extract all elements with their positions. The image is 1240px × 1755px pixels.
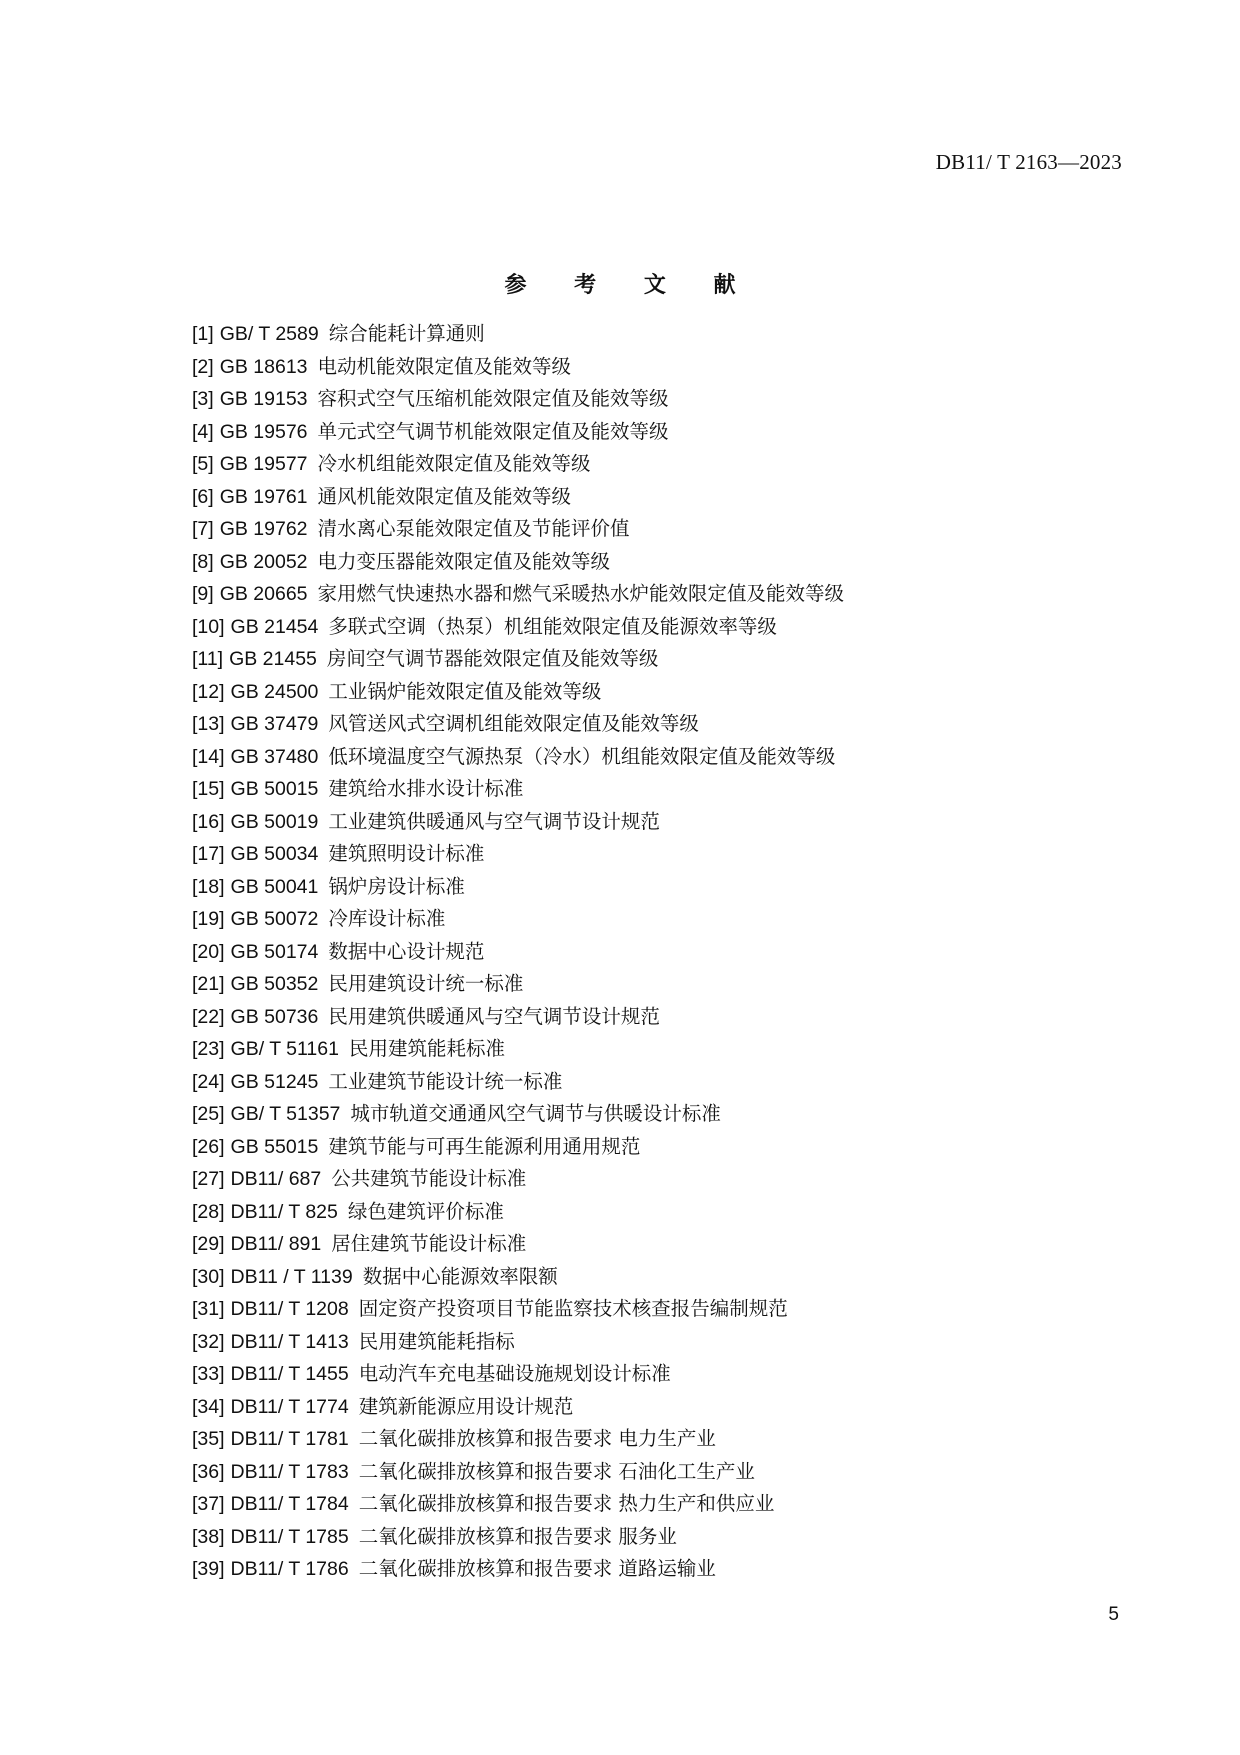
reference-list [192, 318, 844, 1586]
reference-title: 绿色建筑评价标准 [347, 1199, 504, 1223]
reference-standard-code: GB 19761 [219, 485, 308, 508]
reference-number: [20] [192, 940, 225, 963]
reference-standard-code: DB11 / T 1139 [230, 1265, 353, 1288]
reference-standard-code: GB/ T 51357 [230, 1103, 341, 1125]
reference-item [192, 578, 844, 611]
reference-item [192, 1326, 844, 1359]
reference-title: 多联式空调（热泵）机组能效限定值及能源效率等级 [328, 614, 777, 638]
reference-standard-code: GB/ T 2589 [219, 323, 319, 345]
reference-number: [2] [192, 355, 214, 378]
reference-title: 电力变压器能效限定值及能效等级 [317, 549, 611, 573]
reference-number: [33] [192, 1363, 225, 1385]
reference-item [192, 806, 844, 839]
reference-standard-code: GB 19576 [219, 420, 308, 443]
reference-title: 建筑给水排水设计标准 [328, 777, 524, 800]
reference-item [192, 1456, 844, 1489]
reference-item [192, 383, 844, 416]
reference-title: 公共建筑节能设计标准 [331, 1167, 527, 1190]
reference-title: 二氧化碳排放核算和报告要求 热力生产和供应业 [358, 1492, 775, 1515]
reference-number: [34] [192, 1395, 225, 1418]
reference-title: 低环境温度空气源热泵（冷水）机组能效限定值及能效等级 [328, 744, 836, 768]
reference-title: 工业锅炉能效限定值及能效等级 [328, 679, 602, 703]
reference-standard-code: GB 20052 [219, 550, 308, 573]
reference-item [192, 1488, 844, 1521]
reference-standard-code: DB11/ T 825 [230, 1200, 338, 1223]
reference-item [192, 1098, 844, 1131]
reference-title: 民用建筑供暖通风与空气调节设计规范 [328, 1004, 660, 1028]
reference-title: 电动汽车充电基础设施规划设计标准 [358, 1362, 671, 1385]
reference-item [192, 448, 844, 481]
reference-number: [32] [192, 1330, 225, 1353]
reference-number: [17] [192, 843, 225, 865]
reference-number: [9] [192, 583, 214, 605]
reference-standard-code: GB 24500 [230, 680, 319, 703]
reference-standard-code: GB 37479 [230, 713, 319, 735]
reference-number: [18] [192, 875, 225, 898]
reference-title: 居住建筑节能设计标准 [331, 1232, 527, 1255]
reference-item [192, 1553, 844, 1586]
reference-item [192, 318, 844, 351]
reference-number: [36] [192, 1460, 225, 1483]
reference-item [192, 1001, 844, 1034]
reference-item [192, 773, 844, 806]
reference-standard-code: GB 50015 [230, 778, 319, 800]
reference-standard-code: GB 20665 [219, 583, 308, 605]
reference-number: [4] [192, 420, 214, 443]
reference-item [192, 416, 844, 449]
reference-standard-code: GB 37480 [230, 745, 319, 768]
reference-item [192, 676, 844, 709]
reference-number: [27] [192, 1168, 225, 1190]
reference-title: 二氧化碳排放核算和报告要求 道路运输业 [358, 1557, 716, 1580]
reference-standard-code: GB 19577 [219, 453, 308, 475]
reference-standard-code: DB11/ 687 [230, 1168, 322, 1190]
reference-standard-code: DB11/ T 1783 [230, 1460, 349, 1483]
reference-item [192, 741, 844, 774]
reference-number: [24] [192, 1070, 225, 1093]
reference-title: 冷水机组能效限定值及能效等级 [317, 452, 591, 475]
reference-standard-code: DB11/ T 1784 [230, 1493, 349, 1515]
reference-number: [10] [192, 615, 225, 638]
reference-title: 建筑新能源应用设计规范 [358, 1394, 574, 1418]
reference-item [192, 611, 844, 644]
section-heading: 参 考 文 献 [504, 272, 756, 298]
reference-standard-code: GB 50072 [230, 908, 319, 930]
reference-number: [12] [192, 680, 225, 703]
reference-number: [37] [192, 1493, 225, 1515]
reference-number: [7] [192, 518, 214, 540]
reference-title: 容积式空气压缩机能效限定值及能效等级 [317, 387, 669, 410]
reference-item [192, 643, 844, 676]
reference-number: [26] [192, 1135, 225, 1158]
reference-number: [21] [192, 973, 225, 995]
reference-number: [35] [192, 1428, 225, 1450]
reference-number: [3] [192, 388, 214, 410]
reference-item [192, 1423, 844, 1456]
reference-item [192, 1131, 844, 1164]
reference-item [192, 903, 844, 936]
reference-item [192, 1261, 844, 1294]
reference-title: 单元式空气调节机能效限定值及能效等级 [317, 419, 669, 443]
reference-number: [31] [192, 1298, 225, 1320]
reference-number: [25] [192, 1103, 225, 1125]
reference-number: [16] [192, 810, 225, 833]
reference-item [192, 1066, 844, 1099]
reference-standard-code: GB 50041 [230, 875, 319, 898]
reference-item [192, 968, 844, 1001]
reference-title: 民用建筑能耗标准 [348, 1037, 505, 1060]
reference-item [192, 513, 844, 546]
reference-number: [23] [192, 1038, 225, 1060]
reference-standard-code: GB 21455 [229, 648, 317, 670]
reference-item [192, 708, 844, 741]
reference-standard-code: DB11/ T 1455 [230, 1363, 349, 1385]
reference-title: 房间空气调节器能效限定值及能效等级 [326, 647, 659, 670]
reference-title: 电动机能效限定值及能效等级 [317, 354, 572, 378]
reference-number: [28] [192, 1200, 225, 1223]
reference-title: 二氧化碳排放核算和报告要求 服务业 [358, 1524, 677, 1548]
reference-title: 数据中心设计规范 [328, 939, 485, 963]
reference-item [192, 1163, 844, 1196]
reference-title: 二氧化碳排放核算和报告要求 石油化工生产业 [358, 1459, 755, 1483]
reference-number: [15] [192, 778, 225, 800]
reference-standard-code: GB 50174 [230, 940, 319, 963]
reference-item [192, 1033, 844, 1066]
reference-item [192, 871, 844, 904]
reference-item [192, 1228, 844, 1261]
reference-standard-code: DB11/ 891 [230, 1233, 322, 1255]
reference-title: 二氧化碳排放核算和报告要求 电力生产业 [358, 1427, 716, 1450]
reference-standard-code: DB11/ T 1208 [230, 1298, 349, 1320]
reference-item [192, 351, 844, 384]
reference-title: 清水离心泵能效限定值及节能评价值 [317, 517, 630, 540]
reference-number: [29] [192, 1233, 225, 1255]
reference-item [192, 481, 844, 514]
reference-number: [30] [192, 1265, 225, 1288]
reference-item [192, 1391, 844, 1424]
reference-item [192, 546, 844, 579]
reference-number: [5] [192, 453, 214, 475]
reference-title: 民用建筑设计统一标准 [328, 972, 524, 995]
reference-item [192, 1521, 844, 1554]
reference-standard-code: GB 51245 [230, 1070, 319, 1093]
reference-title: 建筑照明设计标准 [328, 842, 485, 865]
reference-title: 数据中心能源效率限额 [362, 1264, 558, 1288]
reference-number: [13] [192, 713, 225, 735]
reference-item [192, 1196, 844, 1229]
reference-number: [22] [192, 1005, 225, 1028]
reference-title: 建筑节能与可再生能源利用通用规范 [328, 1134, 641, 1158]
reference-title: 通风机能效限定值及能效等级 [317, 484, 572, 508]
reference-title: 冷库设计标准 [328, 907, 446, 930]
reference-title: 民用建筑能耗指标 [358, 1329, 515, 1353]
reference-title: 工业建筑节能设计统一标准 [328, 1069, 563, 1093]
reference-standard-code: DB11/ T 1413 [230, 1330, 349, 1353]
reference-number: [39] [192, 1558, 225, 1580]
reference-title: 锅炉房设计标准 [328, 874, 465, 898]
reference-standard-code: DB11/ T 1785 [230, 1525, 349, 1548]
reference-standard-code: GB/ T 51161 [230, 1038, 339, 1060]
reference-standard-code: GB 19153 [219, 388, 308, 410]
reference-standard-code: GB 50352 [230, 973, 319, 995]
document-code: DB11/ T 2163—2023 [935, 150, 1122, 174]
reference-standard-code: GB 50019 [230, 810, 319, 833]
reference-standard-code: GB 21454 [230, 615, 319, 638]
reference-standard-code: GB 18613 [219, 355, 308, 378]
reference-title: 固定资产投资项目节能监察技术核查报告编制规范 [358, 1297, 788, 1320]
reference-title: 工业建筑供暖通风与空气调节设计规范 [328, 809, 660, 833]
reference-standard-code: GB 50034 [230, 843, 319, 865]
reference-standard-code: GB 19762 [219, 518, 308, 540]
reference-standard-code: DB11/ T 1781 [230, 1428, 349, 1450]
reference-number: [19] [192, 908, 225, 930]
page-number: 5 [1108, 1604, 1119, 1625]
reference-standard-code: DB11/ T 1786 [230, 1558, 349, 1580]
reference-title: 家用燃气快速热水器和燃气采暖热水炉能效限定值及能效等级 [317, 582, 845, 605]
reference-title: 风管送风式空调机组能效限定值及能效等级 [328, 712, 699, 735]
reference-standard-code: DB11/ T 1774 [230, 1395, 349, 1418]
reference-standard-code: GB 55015 [230, 1135, 319, 1158]
reference-number: [14] [192, 745, 225, 768]
reference-title: 城市轨道交通通风空气调节与供暖设计标准 [350, 1102, 721, 1125]
reference-number: [11] [192, 648, 224, 670]
reference-item [192, 1358, 844, 1391]
reference-number: [6] [192, 485, 214, 508]
reference-standard-code: GB 50736 [230, 1005, 319, 1028]
reference-number: [38] [192, 1525, 225, 1548]
reference-item [192, 838, 844, 871]
reference-number: [1] [192, 323, 214, 345]
reference-title: 综合能耗计算通则 [328, 322, 485, 345]
reference-item [192, 936, 844, 969]
reference-item [192, 1293, 844, 1326]
reference-number: [8] [192, 550, 214, 573]
